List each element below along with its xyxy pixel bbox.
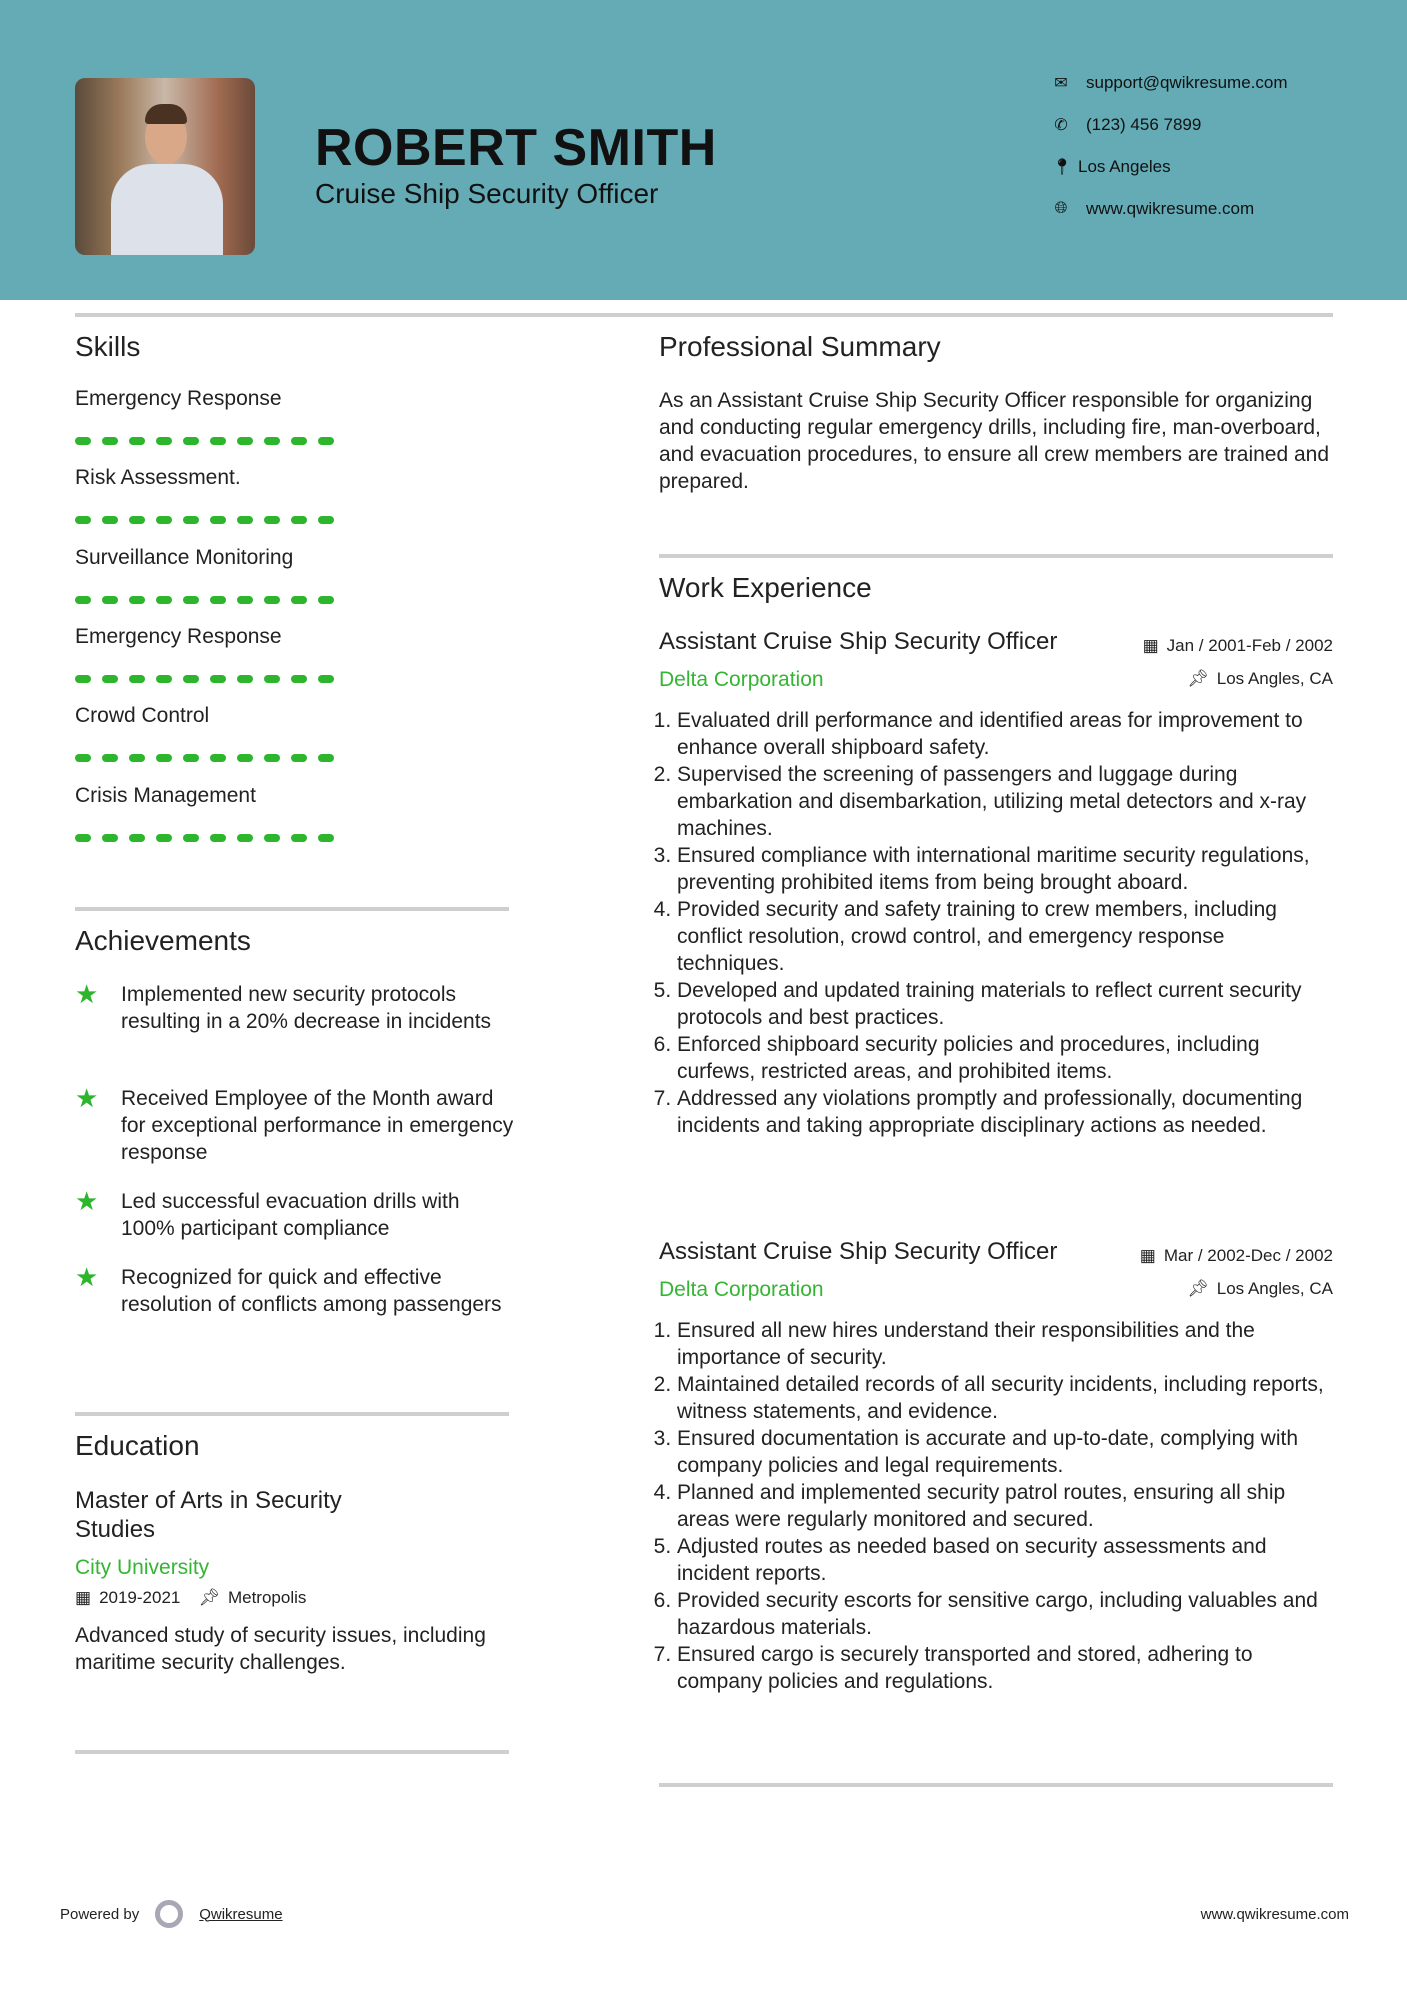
candidate-title: Cruise Ship Security Officer bbox=[315, 178, 659, 209]
job-bullet: 7. Ensured cargo is securely transported and stored, adhering to company policies and regulations. bbox=[677, 1641, 1337, 1695]
phone-icon: ✆ bbox=[1054, 117, 1068, 134]
company-name: Delta Corporation bbox=[659, 668, 824, 691]
skill-label: Crisis Management bbox=[75, 783, 256, 807]
rating-dot bbox=[129, 516, 145, 524]
rating-dot bbox=[291, 516, 307, 524]
achievement-item bbox=[75, 1188, 515, 1242]
rating-dot bbox=[156, 675, 172, 683]
job-bullet: 1. Ensured all new hires understand their responsibilities and the importance of security. bbox=[677, 1317, 1337, 1371]
rating-dot bbox=[237, 675, 253, 683]
pin-icon: 📌︎ bbox=[1187, 669, 1209, 688]
education-years: 2019-2021 bbox=[99, 1588, 181, 1607]
achievement-text: Received Employee of the Month award for exceptional performance in emergency response bbox=[121, 1087, 514, 1164]
contact-text: Los Angeles bbox=[1078, 157, 1171, 176]
rating-dot bbox=[210, 516, 226, 524]
rating-dot bbox=[291, 834, 307, 842]
qwikresume-link[interactable]: Qwikresume bbox=[199, 1905, 283, 1923]
work-heading: Work Experience bbox=[659, 572, 872, 603]
achievement-item bbox=[75, 981, 515, 1035]
job-location bbox=[1187, 1279, 1333, 1299]
contact-text: (123) 456 7899 bbox=[1086, 115, 1202, 134]
education-description: Advanced study of security issues, including maritime security challenges. bbox=[75, 1624, 486, 1674]
powered-by-label: Powered by bbox=[60, 1905, 140, 1923]
divider bbox=[75, 907, 509, 911]
rating-dot bbox=[156, 437, 172, 445]
rating-dot bbox=[102, 437, 118, 445]
envelope-icon: ✉ bbox=[1054, 75, 1068, 92]
divider bbox=[75, 1412, 509, 1416]
footer-branding bbox=[60, 1900, 283, 1928]
school-name: City University bbox=[75, 1556, 210, 1579]
achievements-heading: Achievements bbox=[75, 925, 251, 956]
rating-dot bbox=[291, 437, 307, 445]
qwikresume-logo-icon bbox=[155, 1900, 183, 1928]
rating-dot bbox=[156, 834, 172, 842]
company-name: Delta Corporation bbox=[659, 1278, 824, 1301]
rating-dot bbox=[75, 754, 91, 762]
rating-dot bbox=[210, 834, 226, 842]
rating-dot bbox=[183, 516, 199, 524]
job-bullet: 2. Maintained detailed records of all security incidents, including reports, witness statements, and evidence. bbox=[677, 1371, 1337, 1425]
rating-dot bbox=[318, 834, 334, 842]
rating-dot bbox=[210, 754, 226, 762]
rating-dot bbox=[318, 754, 334, 762]
skill-rating bbox=[75, 754, 334, 762]
profile-photo bbox=[75, 78, 255, 255]
divider bbox=[659, 554, 1333, 558]
footer-url[interactable]: www.qwikresume.com bbox=[1200, 1906, 1349, 1923]
rating-dot bbox=[318, 596, 334, 604]
achievement-text: Led successful evacuation drills with 100% participant compliance bbox=[121, 1190, 460, 1240]
rating-dot bbox=[75, 834, 91, 842]
rating-dot bbox=[210, 675, 226, 683]
rating-dot bbox=[75, 675, 91, 683]
skill-rating bbox=[75, 437, 334, 445]
divider bbox=[659, 1783, 1333, 1787]
job-bullet: 4. Provided security and safety training to crew members, including conflict resolution, crowd control, and emergency response techniques. bbox=[677, 896, 1337, 977]
pin-icon: 📌︎ bbox=[198, 1588, 220, 1607]
degree: Master of Arts in Security Studies bbox=[75, 1487, 342, 1543]
skill-label: Risk Assessment. bbox=[75, 466, 241, 490]
rating-dot bbox=[264, 596, 280, 604]
rating-dot bbox=[264, 834, 280, 842]
rating-dot bbox=[264, 754, 280, 762]
map-pin-icon: 📍︎ bbox=[1052, 159, 1073, 176]
divider bbox=[75, 313, 1333, 317]
rating-dot bbox=[156, 754, 172, 762]
skill-rating bbox=[75, 675, 334, 683]
job-bullet: 2. Supervised the screening of passengers and luggage during embarkation and disembarkation, utilizing metal detectors and x-ray machines. bbox=[677, 761, 1337, 842]
rating-dot bbox=[291, 675, 307, 683]
skill-label: Surveillance Monitoring bbox=[75, 545, 294, 569]
rating-dot bbox=[291, 596, 307, 604]
rating-dot bbox=[102, 834, 118, 842]
rating-dot bbox=[102, 675, 118, 683]
rating-dot bbox=[129, 675, 145, 683]
rating-dot bbox=[318, 675, 334, 683]
rating-dot bbox=[264, 437, 280, 445]
job-bullet: 5. Adjusted routes as needed based on security assessments and incident reports. bbox=[677, 1533, 1337, 1587]
rating-dot bbox=[237, 516, 253, 524]
job-dates-text: Jan / 2001-Feb / 2002 bbox=[1166, 636, 1333, 655]
contact-text: www.qwikresume.com bbox=[1086, 199, 1255, 218]
rating-dot bbox=[237, 437, 253, 445]
achievement-text: Implemented new security protocols resulting in a 20% decrease in incidents bbox=[121, 983, 492, 1033]
rating-dot bbox=[129, 754, 145, 762]
job-dates bbox=[1143, 636, 1333, 656]
rating-dot bbox=[156, 596, 172, 604]
rating-dot bbox=[156, 516, 172, 524]
job-title: Assistant Cruise Ship Security Officer bbox=[659, 628, 1058, 655]
rating-dot bbox=[183, 834, 199, 842]
rating-dot bbox=[264, 516, 280, 524]
rating-dot bbox=[129, 437, 145, 445]
education-location: Metropolis bbox=[227, 1588, 307, 1607]
star-icon: ★ bbox=[75, 1262, 99, 1292]
star-icon: ★ bbox=[75, 1083, 99, 1113]
skill-rating bbox=[75, 834, 334, 842]
job-bullet: 7. Addressed any violations promptly and professionally, documenting incidents and taking appropriate disciplinary actions as needed. bbox=[677, 1085, 1337, 1139]
job-bullet: 1. Evaluated drill performance and identified areas for improvement to enhance overall shipboard safety. bbox=[677, 707, 1337, 761]
rating-dot bbox=[129, 834, 145, 842]
job-location-text: Los Angles, CA bbox=[1216, 1279, 1333, 1298]
skill-rating bbox=[75, 516, 334, 524]
job-bullet: 6. Provided security escorts for sensitive cargo, including valuables and hazardous materials. bbox=[677, 1587, 1337, 1641]
calendar-icon: ▦ bbox=[1142, 636, 1159, 655]
rating-dot bbox=[102, 516, 118, 524]
job-bullet: 5. Developed and updated training materials to reflect current security protocols and best practices. bbox=[677, 977, 1337, 1031]
candidate-name: ROBERT SMITH bbox=[315, 119, 717, 177]
skill-label: Emergency Response bbox=[75, 624, 282, 648]
divider bbox=[75, 1750, 509, 1754]
rating-dot bbox=[237, 754, 253, 762]
job-location-text: Los Angles, CA bbox=[1216, 669, 1333, 688]
job-bullet: 3. Ensured documentation is accurate and up-to-date, complying with company policies and legal requirements. bbox=[677, 1425, 1337, 1479]
contact-website[interactable] bbox=[1052, 199, 1254, 219]
rating-dot bbox=[264, 675, 280, 683]
calendar-icon: ▦ bbox=[1139, 1246, 1156, 1265]
rating-dot bbox=[237, 834, 253, 842]
rating-dot bbox=[318, 516, 334, 524]
rating-dot bbox=[237, 596, 253, 604]
globe-icon: 🌐︎ bbox=[1054, 200, 1068, 217]
skills-heading: Skills bbox=[75, 331, 141, 362]
rating-dot bbox=[210, 596, 226, 604]
education-meta bbox=[75, 1588, 306, 1608]
rating-dot bbox=[183, 754, 199, 762]
rating-dot bbox=[75, 596, 91, 604]
rating-dot bbox=[75, 437, 91, 445]
rating-dot bbox=[102, 754, 118, 762]
rating-dot bbox=[318, 437, 334, 445]
job-bullet: 4. Planned and implemented security patrol routes, ensuring all ship areas were regularly monitored and secured. bbox=[677, 1479, 1337, 1533]
job-dates bbox=[1140, 1246, 1333, 1266]
star-icon: ★ bbox=[75, 1186, 99, 1216]
calendar-icon: ▦ bbox=[75, 1588, 92, 1607]
summary-heading: Professional Summary bbox=[659, 331, 941, 362]
skill-label: Crowd Control bbox=[75, 704, 210, 728]
summary-text: As an Assistant Cruise Ship Security Officer responsible for organizing and conducting regular emergency drills, including fire, man-overboard, and evacuation procedures, to ensure all crew members are trained and prepared. bbox=[659, 389, 1330, 493]
job-title: Assistant Cruise Ship Security Officer bbox=[659, 1238, 1058, 1265]
achievement-item bbox=[75, 1085, 515, 1166]
achievement-text: Recognized for quick and effective resolution of conflicts among passengers bbox=[121, 1266, 502, 1316]
rating-dot bbox=[183, 675, 199, 683]
job-bullets bbox=[657, 707, 1337, 1139]
rating-dot bbox=[291, 754, 307, 762]
rating-dot bbox=[129, 596, 145, 604]
job-bullets bbox=[657, 1317, 1337, 1695]
pin-icon: 📌︎ bbox=[1187, 1279, 1209, 1298]
rating-dot bbox=[210, 437, 226, 445]
skill-rating bbox=[75, 596, 334, 604]
star-icon: ★ bbox=[75, 979, 99, 1009]
rating-dot bbox=[102, 596, 118, 604]
contact-phone bbox=[1052, 115, 1201, 135]
job-bullet: 3. Ensured compliance with international maritime security regulations, preventing prohibited items from being brought aboard. bbox=[677, 842, 1337, 896]
rating-dot bbox=[75, 516, 91, 524]
job-dates-text: Mar / 2002-Dec / 2002 bbox=[1163, 1246, 1333, 1265]
job-location bbox=[1187, 669, 1333, 689]
rating-dot bbox=[183, 596, 199, 604]
rating-dot bbox=[183, 437, 199, 445]
skill-label: Emergency Response bbox=[75, 387, 282, 410]
education-heading: Education bbox=[75, 1430, 200, 1461]
achievement-item bbox=[75, 1264, 515, 1318]
contact-text: support@qwikresume.com bbox=[1086, 73, 1288, 92]
contact-location bbox=[1052, 157, 1171, 177]
job-bullet: 6. Enforced shipboard security policies and procedures, including curfews, restricted areas, and prohibited items. bbox=[677, 1031, 1337, 1085]
contact-email[interactable] bbox=[1052, 73, 1288, 93]
